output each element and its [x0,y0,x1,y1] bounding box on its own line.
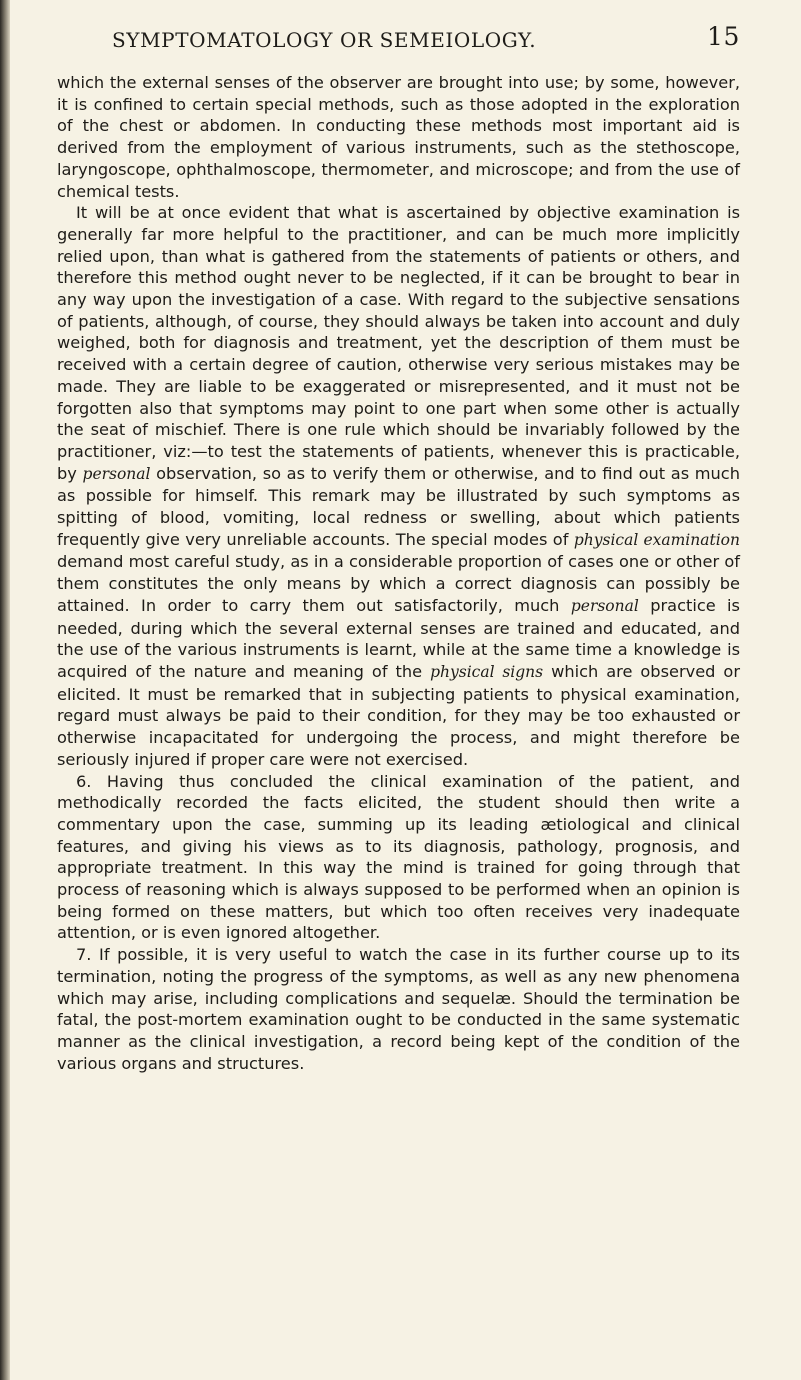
page-number: 15 [706,22,740,51]
paragraph-section-7: 7. If possible, it is very useful to watch the case in its further course up to its termination, noting the progress of the symptoms, as well as any new phenomena which may arise, including complications and sequelæ. Should the termination be fatal, the post-mortem examination ought to be conducted in the same systematic manner as the clinical investigation, a record being kept of the condition of the various organs and structures. [57,945,740,1073]
italic-term-physical-signs: physical signs [430,662,544,681]
italic-term-personal: personal [570,596,639,615]
paragraph-section-6: 6. Having thus concluded the clinical examination of the patient, and methodically recorded the facts elicited, the student should then write a commentary upon the case, summing up its leading ætiological and clinical features, and giving his views as to its diagnosis, pathology, prognosis, and appropriate treatment. In this way the mind is trained for going through that process of reasoning which is always supposed to be performed when an opinion is being formed on these matters, but which too often receives very inadequate attention, or is even ignored altogether. [57,771,740,943]
italic-term-personal: personal [82,464,151,483]
paragraph-text: demand most careful study, as in a considerable proportion of cases one or other of them constitutes the only means by which a correct diagnosis can possibly be attained. In order to carry them out satisfactorily, much [57,552,740,615]
paragraph-text: observation, so as to verify them or otherwise, and to find out as much as possible for himself. This remark may be illustrated by such symptoms as spitting of blood, vomiting, local redness or swelling, about which patients frequently give very unreliable accounts. The special modes of [57,463,740,549]
paragraph-text: It will be at once evident that what is ascertained by objective examination is generally far more helpful to the practitioner, and can be much more implicitly relied upon, than what is gathered from the statements of patients or others, and therefore this method ought never to be neglected, if it can be brought to bear in any way upon the investigation of a case. With regard to the subjective sensations of patients, although, of course, they should always be taken into account and duly weighed, both for diagnosis and treatment, yet the description of them must be received with a certain degree of caution, otherwise very serious mistakes may be made. They are liable to be exaggerated or misrepresented, and it must not be forgotten also that symptoms may point to one part when some other is actually the seat of mischief. There is one rule which should be invariably followed by the practitioner, viz:—to test the statements of patients, whenever this is practicable, by [57,203,740,483]
running-header [60,22,740,62]
paragraph-text: practice is needed, during which the several external senses are trained and educated, and the use of the various instruments is learnt, while at the same time a knowledge is acquired of the nature and meaning of the [57,595,740,681]
paragraph-objective-examination [57,202,740,770]
running-title: SYMPTOMATOLOGY OR SEMEIOLOGY. [112,28,537,52]
paragraph-continuation: which the external senses of the observer are brought into use; by some, however, it is confined to certain special methods, such as those adopted in the exploration of the chest or abdomen. In conducting these methods most important aid is derived from the employment of various instruments, such as the stethoscope, laryngoscope, ophthalmoscope, thermometer, and microscope; and from the use of chemical tests. [57,73,740,201]
body-text [57,72,740,1074]
paragraph-text: which are observed or elicited. It must be remarked that in subjecting patients to physical examination, regard must always be paid to their condition, for they may be too exhausted or otherwise incapacitated for undergoing the process, and might therefore be seriously injured if proper care were not exercised. [57,661,740,769]
book-spine-shadow [0,0,10,1380]
italic-term-physical-examination: physical examination [573,530,740,549]
